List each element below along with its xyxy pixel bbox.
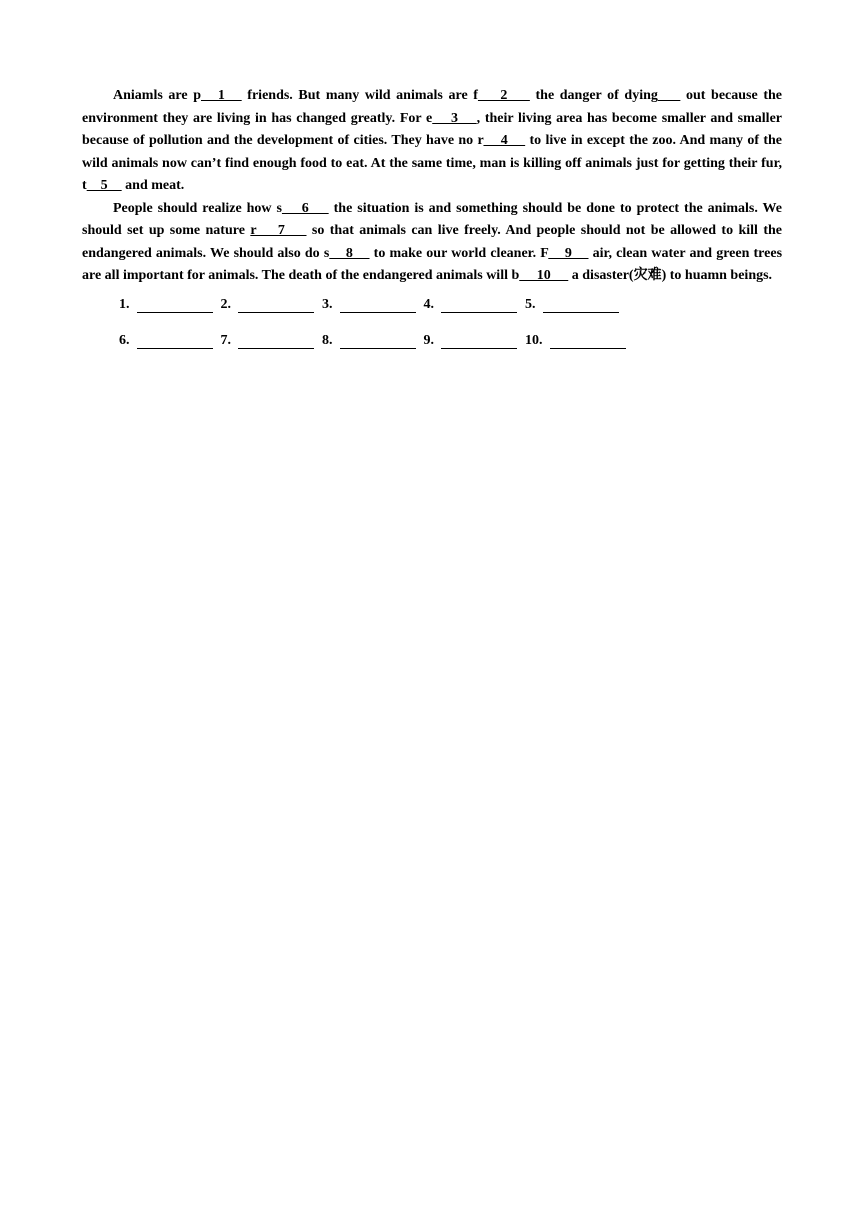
answer-item — [525, 297, 619, 313]
cloze-blank: 2 — [477, 88, 530, 103]
answer-item — [322, 297, 416, 313]
answer-number: 8. — [322, 332, 333, 348]
paragraph-2 — [82, 198, 782, 288]
answer-number: 5. — [525, 296, 536, 312]
answer-blank-3[interactable] — [340, 298, 416, 313]
passage-text: out because the environment they are living in has changed greatly. For e — [82, 88, 782, 126]
answer-blank-4[interactable] — [441, 298, 517, 313]
answer-row-1 — [82, 295, 782, 313]
answer-number: 6. — [119, 332, 130, 348]
answer-blank-2[interactable] — [238, 298, 314, 313]
answer-blank-7[interactable] — [238, 334, 314, 349]
passage-text: a disaster(灾难) to huamn beings. — [568, 268, 773, 283]
answer-sheet — [82, 295, 782, 349]
answer-item — [119, 333, 213, 349]
answer-blank-10[interactable] — [550, 334, 626, 349]
answer-item — [221, 333, 315, 349]
answer-number: 4. — [423, 296, 434, 312]
answer-blank-6[interactable] — [137, 334, 213, 349]
worksheet-page — [82, 85, 782, 367]
passage-text: People should realize how s — [113, 200, 282, 216]
answer-item — [525, 333, 626, 349]
passage-text: and meat. — [121, 178, 185, 193]
passage-text: to make our world cleaner. F — [369, 245, 549, 261]
cloze-passage — [82, 85, 782, 288]
answer-number: 1. — [119, 296, 130, 312]
answer-item — [119, 297, 213, 313]
answer-blank-5[interactable] — [543, 298, 619, 313]
cloze-blank: 5 — [86, 178, 122, 193]
cloze-blank: 3 — [432, 110, 477, 126]
answer-item — [221, 297, 315, 313]
answer-number: 7. — [220, 332, 231, 348]
answer-number: 2. — [220, 296, 231, 312]
answer-blank-9[interactable] — [441, 334, 517, 349]
passage-text: air, clean water and green trees are all important for animals. The death of the endangered animals will b — [82, 245, 783, 283]
passage-text: to live in except the zoo. And many of the wild animals now can’t find enough food to eat. At the same time, man is killing off animals just for getting their fur, t — [82, 133, 782, 193]
passage-text: , their living area has become smaller and smaller because of pollution and the development of cities. They have no r — [82, 110, 782, 148]
answer-number: 9. — [423, 332, 434, 348]
cloze-blank: 9 — [548, 245, 589, 261]
passage-text: friends. But many wild animals are f — [241, 88, 478, 103]
cloze-blank: r 7 — [250, 223, 307, 238]
cloze-blank: 4 — [483, 133, 526, 148]
passage-text: so that animals can live freely. And people should not be allowed to kill the endangered animals. We should also do s — [82, 223, 783, 261]
cloze-blank: 1 — [200, 88, 242, 103]
answer-item — [322, 333, 416, 349]
answer-number: 3. — [322, 296, 333, 312]
cloze-blank: 6 — [281, 200, 329, 216]
cloze-blank — [658, 88, 680, 103]
answer-item — [424, 333, 518, 349]
answer-row-2 — [82, 331, 782, 349]
cloze-blank: 10 — [519, 268, 569, 283]
answer-blank-8[interactable] — [340, 334, 416, 349]
answer-item — [424, 297, 518, 313]
answer-number: 10. — [525, 332, 543, 348]
answer-blank-1[interactable] — [137, 298, 213, 313]
paragraph-1 — [82, 85, 782, 198]
passage-text: Aniamls are p — [113, 88, 201, 103]
passage-text: the danger of dying — [529, 88, 658, 103]
passage-text: the situation is and something should be done to protect the animals. We should set up some nature — [82, 200, 782, 238]
cloze-blank: 8 — [329, 245, 370, 261]
